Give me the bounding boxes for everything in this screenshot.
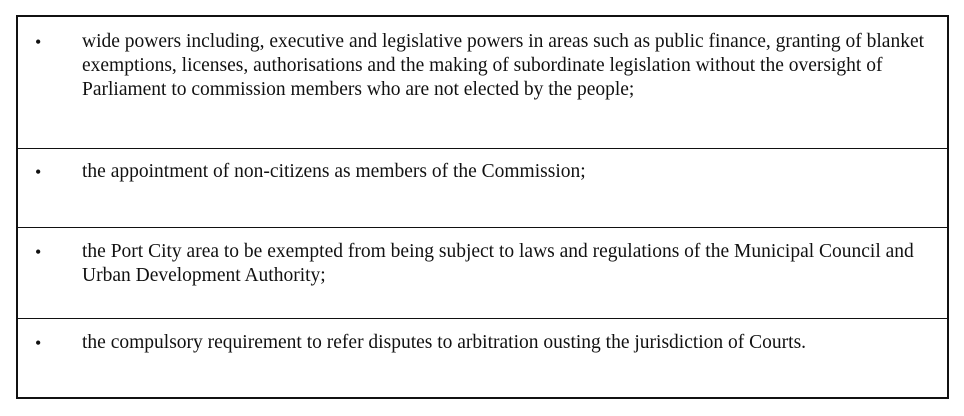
bullet-icon: • xyxy=(35,162,42,182)
bullet-icon: • xyxy=(35,333,42,353)
list-item xyxy=(18,148,947,227)
list-item xyxy=(18,227,947,318)
list-item-text: wide powers including, executive and legislative powers in areas such as public finance, granting of blanket exemptions, licenses, authorisations and the making of subordinate legislation without the oversight of Parliament to commission members who are not elected by the people; xyxy=(82,31,925,100)
bullet-icon: • xyxy=(35,32,42,52)
list-item xyxy=(18,318,947,397)
bullet-icon: • xyxy=(35,242,42,262)
bullet-list-table xyxy=(16,15,949,399)
list-item xyxy=(18,17,947,148)
list-item-text: the Port City area to be exempted from being subject to laws and regulations of the Municipal Council and Urban Development Authority; xyxy=(82,241,914,286)
list-item-text: the appointment of non-citizens as members of the Commission; xyxy=(82,161,586,182)
list-item-text: the compulsory requirement to refer disputes to arbitration ousting the jurisdiction of Courts. xyxy=(82,332,807,353)
